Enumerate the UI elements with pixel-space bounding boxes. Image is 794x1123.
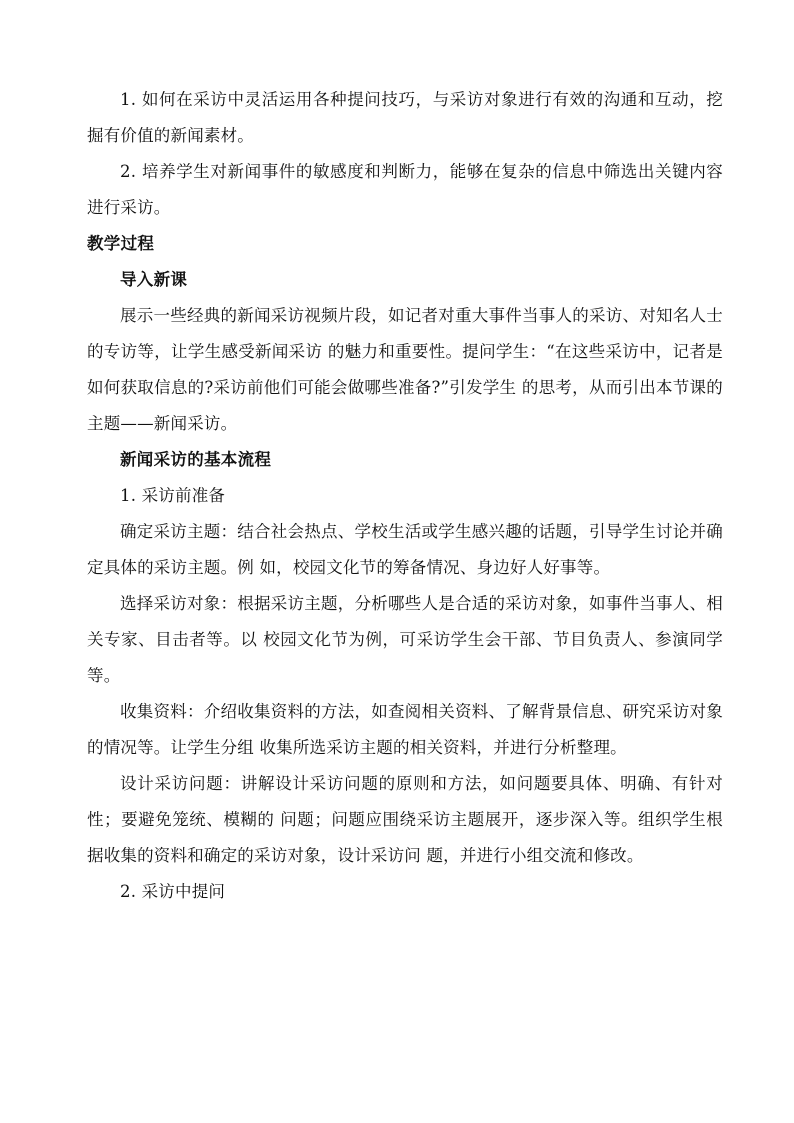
paragraph-step-1-title: 1. 采访前准备 [120,486,226,505]
paragraph-step-2-title: 2. 采访中提问 [120,882,226,901]
document-body [87,82,723,910]
section-heading-teaching-process: 教学过程 [87,234,155,253]
paragraph-materials: 收集资料：介绍收集资料的方法，如查阅相关资料、了解背景信息、研究采访对象的情况等。让学生分组 收集所选采访主题的相关资料，并进行分析整理。 [87,702,723,757]
subheading-interview-flow: 新闻采访的基本流程 [120,450,272,469]
paragraph-key-point-1: 1. 如何在采访中灵活运用各种提问技巧，与采访对象进行有效的沟通和互动，挖掘有价值的新闻素材。 [87,90,723,145]
paragraph-questions: 设计采访问题：讲解设计采访问题的原则和方法，如问题要具体、明确、有针对性；要避免笼统、模糊的 问题；问题应围绕采访主题展开，逐步深入等。组织学生根据收集的资料和确定的采访对象，设计采访问 题，并进行小组交流和修改。 [87,774,723,865]
paragraph-subjects: 选择采访对象：根据采访主题，分析哪些人是合适的采访对象，如事件当事人、相关专家、目击者等。以 校园文化节为例，可采访学生会干部、节目负责人、参演同学等。 [87,594,723,685]
paragraph-topic: 确定采访主题：结合社会热点、学校生活或学生感兴趣的话题，引导学生讨论并确定具体的采访主题。例 如，校园文化节的筹备情况、身边好人好事等。 [87,522,723,577]
paragraph-intro: 展示一些经典的新闻采访视频片段，如记者对重大事件当事人的采访、对知名人士的专访等，让学生感受新闻采访 的魅力和重要性。提问学生：“在这些采访中，记者是如何获取信息的?采访前他们可能会做哪些准备?”引发学生 的思考，从而引出本节课的主题——新闻采访。 [87,306,723,433]
paragraph-key-point-2: 2. 培养学生对新闻事件的敏感度和判断力，能够在复杂的信息中筛选出关键内容进行采访。 [87,162,723,217]
subheading-intro: 导入新课 [120,270,188,289]
